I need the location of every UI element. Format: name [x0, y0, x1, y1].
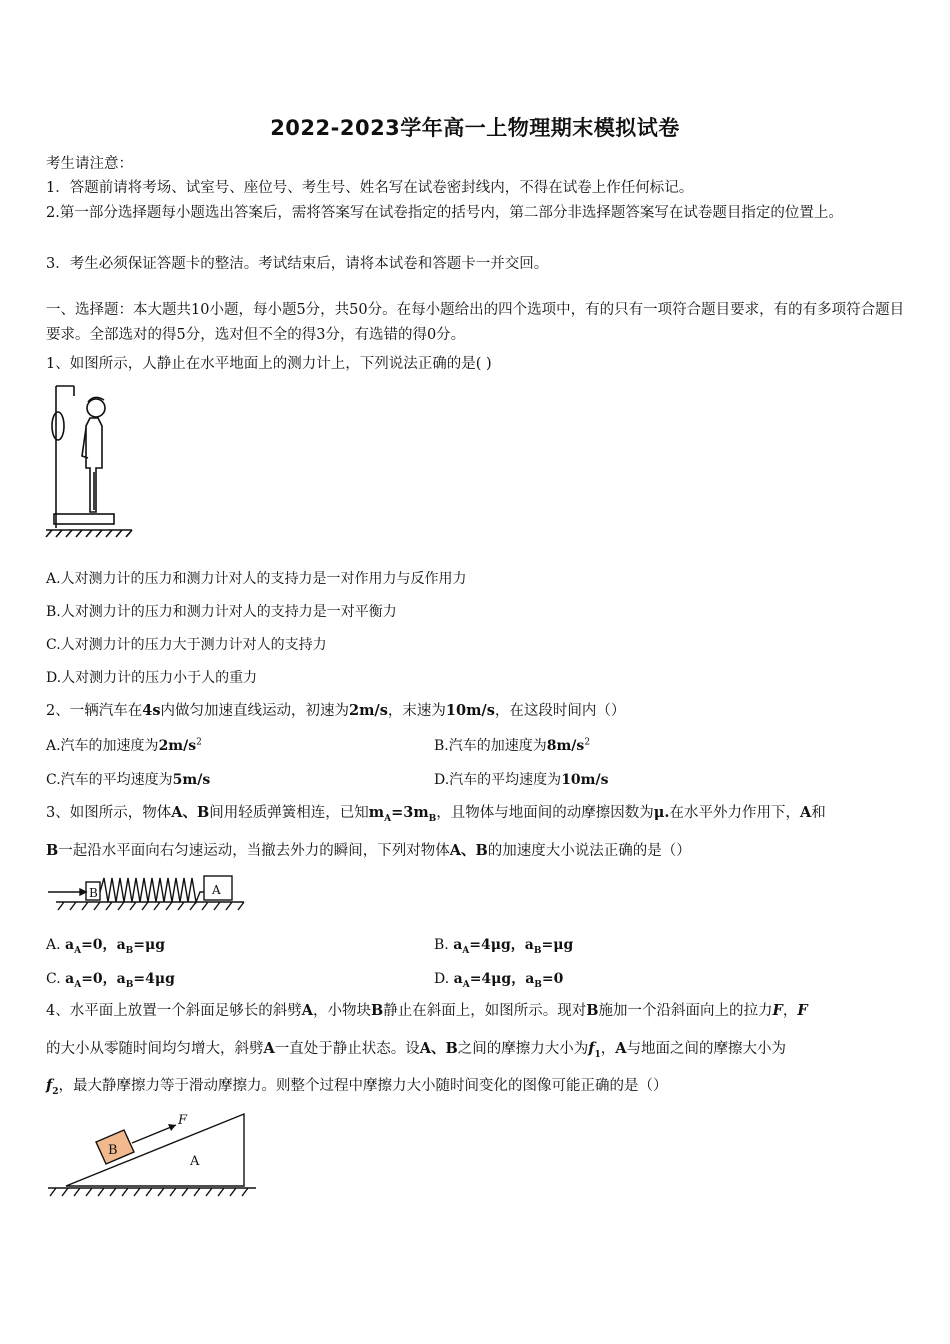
q1-figure-person-on-scale — [44, 382, 134, 538]
q2-option-a: A.汽车的加速度为$2m/s^2$ — [46, 737, 202, 754]
q2-option-c: C.汽车的平均速度为5m/s — [46, 772, 211, 788]
q4-figure-label-b: B — [108, 1143, 118, 1158]
q4-figure-incline — [44, 1108, 260, 1198]
q3-stem-line-1: 3、如图所示，物体A、B间用轻质弹簧相连，已知$m_A=3m_B$，且物体与地面间的动摩擦因数为μ.在水平外力作用下，A和 — [46, 804, 826, 824]
page-title: 2022-2023学年高一上物理期末模拟试卷 — [270, 116, 680, 140]
q2-stem: 2、一辆汽车在4s内做匀加速直线运动，初速为2m/s，末速为10m/s，在这段时间内（） — [46, 702, 626, 719]
q4-stem-line-2: 的大小从零随时间均匀增大，斜劈A一直处于静止状态。设A、B之间的摩擦力大小为$f_1$，A与地面之间的摩擦大小为 — [46, 1040, 787, 1060]
notice-heading: 考生请注意： — [46, 156, 133, 172]
q3-stem-line-2: B一起沿水平面向右匀速运动，当撤去外力的瞬间，下列对物体A、B的加速度大小说法正确的是（） — [46, 842, 691, 859]
q1-stem: 1、如图所示，人静止在水平地面上的测力计上，下列说法正确的是( ) — [46, 356, 492, 372]
q3-figure-spring-blocks — [44, 872, 248, 914]
q3-figure-label-b: B — [89, 886, 98, 900]
section-1-intro: 一、选择题：本大题共10小题，每小题5分，共50分。在每小题给出的四个选项中，有的只有一项符合题目要求，有的有多项符合题目要求。全部选对的得5分，选对但不全的得3分，有选错的得0分。 — [46, 302, 905, 343]
q2-option-b: B.汽车的加速度为$8m/s^2$ — [434, 737, 591, 754]
notice-item-3: 3．考生必须保证答题卡的整洁。考试结束后，请将本试卷和答题卡一并交回。 — [46, 256, 549, 272]
notice-item-2: 2.第一部分选择题每小题选出答案后，需将答案写在试卷指定的括号内，第二部分非选择题答案写在试卷题目指定的位置上。 — [46, 205, 843, 221]
q1-option-b: B.人对测力计的压力和测力计对人的支持力是一对平衡力 — [46, 604, 397, 620]
q4-stem-line-3: $f_2$，最大静摩擦力等于滑动摩擦力。则整个过程中摩擦力大小随时间变化的图像可能正确的是（） — [46, 1077, 668, 1097]
q4-figure-label-f: F — [178, 1113, 188, 1128]
q4-stem-line-1: 4、水平面上放置一个斜面足够长的斜劈A，小物块B静止在斜面上，如图所示。现对B施加一个沿斜面向上的拉力F，F — [46, 1002, 808, 1019]
q3-option-b: B. $a_A=4\mu g$，$a_B=\mu g$ — [434, 937, 574, 956]
q4-figure-label-a: A — [190, 1154, 200, 1169]
q3-option-a: A. $a_A=0$，$a_B=\mu g$ — [46, 937, 166, 956]
notice-item-1: 1．答题前请将考场、试室号、座位号、考生号、姓名写在试卷密封线内，不得在试卷上作任何标记。 — [46, 180, 694, 196]
q1-option-c: C.人对测力计的压力大于测力计对人的支持力 — [46, 637, 327, 653]
q3-option-c: C. $a_A=0$，$a_B=4\mu g$ — [46, 971, 175, 990]
q3-option-d: D. $a_A=4\mu g$，$a_B=0$ — [434, 971, 564, 990]
q3-figure-label-a: A — [212, 883, 221, 897]
q2-option-d: D.汽车的平均速度为10m/s — [434, 772, 609, 788]
q1-option-d: D.人对测力计的压力小于人的重力 — [46, 670, 258, 686]
q1-option-a: A.人对测力计的压力和测力计对人的支持力是一对作用力与反作用力 — [46, 571, 467, 587]
